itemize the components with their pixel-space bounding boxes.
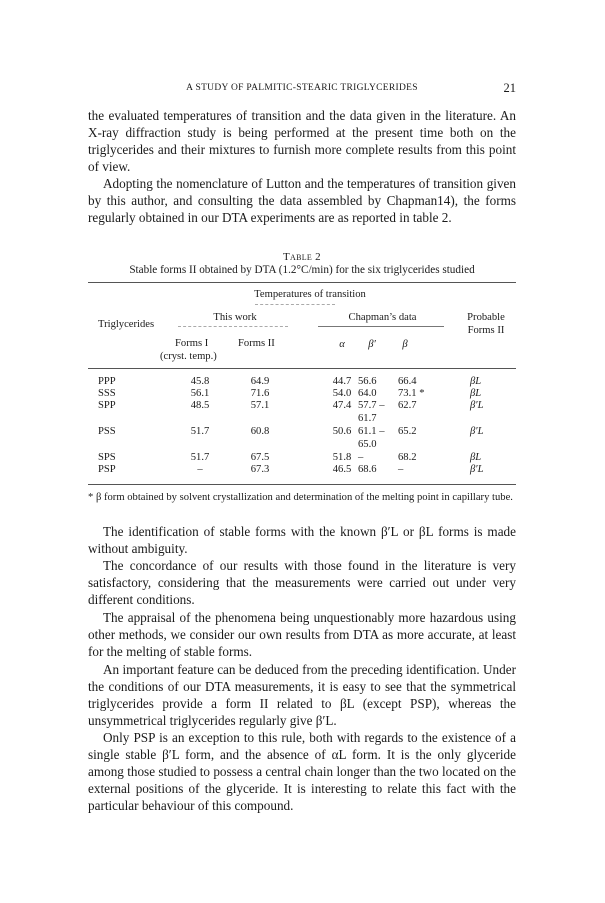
cell-beta: – bbox=[398, 464, 404, 475]
cell-probable-form: βL bbox=[470, 388, 482, 399]
cell-beta-prime: 64.0 bbox=[358, 388, 377, 399]
cell-alpha: 54.0 bbox=[332, 388, 352, 399]
cell-forms-ii: 67.3 bbox=[250, 464, 270, 475]
cell-forms-ii: 64.9 bbox=[250, 376, 270, 387]
table-row bbox=[0, 399, 605, 424]
sub-alpha: α bbox=[339, 339, 345, 350]
sub-forms-i: Forms I bbox=[175, 338, 209, 349]
cell-probable-form: β′L bbox=[470, 426, 484, 437]
sub-forms-ii: Forms II bbox=[238, 338, 275, 349]
table-row bbox=[0, 425, 605, 450]
cell-triglyceride: SPP bbox=[98, 400, 116, 411]
cell-forms-i: 51.7 bbox=[190, 426, 210, 437]
cell-alpha: 44.7 bbox=[332, 376, 352, 387]
sub-beta: β bbox=[402, 339, 408, 350]
cell-beta-prime: 68.6 bbox=[358, 464, 377, 475]
col-this-work: This work bbox=[213, 312, 257, 323]
cell-beta-prime: 56.6 bbox=[358, 376, 377, 387]
cell-forms-i: 48.5 bbox=[190, 400, 210, 411]
paragraph-7: Only PSP is an exception to this rule, both with regards to the existence of a single stable β′L form, and the absence of αL form. It is the only glyceride among those studied to possess a central chain longer than the two located on the external positions of the glyceride. It is interesting to relate this fact with the particular behaviour of this compound. bbox=[88, 730, 516, 814]
paragraph-1: the evaluated temperatures of transition and the data given in the literature. An X-ray diffraction study is being performed at the present time both on the triglycerides and their mixtures to furnish more complete results from this point of view. bbox=[88, 108, 516, 175]
cell-beta-prime-continued: 65.0 bbox=[358, 439, 377, 450]
cell-triglyceride: PSP bbox=[98, 464, 116, 475]
table-label: Table 2 bbox=[283, 251, 321, 263]
table-top-rule bbox=[88, 282, 516, 283]
cell-triglyceride: PSS bbox=[98, 426, 116, 437]
cell-probable-form: βL bbox=[470, 376, 482, 387]
cell-alpha: 50.6 bbox=[332, 426, 352, 437]
cell-triglyceride: SPS bbox=[98, 452, 116, 463]
this-work-underline bbox=[178, 326, 288, 327]
cell-forms-i: 45.8 bbox=[190, 376, 210, 387]
paragraph-5: The appraisal of the phenomena being unquestionably more hazardous using other methods, we consider our own results from DTA as more accurate, at least for the melting of stable forms. bbox=[88, 610, 516, 660]
col-probable-line1: Probable bbox=[467, 312, 505, 323]
running-title: A STUDY OF PALMITIC-STEARIC TRIGLYCERIDES bbox=[186, 83, 418, 93]
cell-forms-ii: 57.1 bbox=[250, 400, 270, 411]
paragraph-4: The concordance of our results with those found in the literature is very satisfactory, considering that the measurements were carried out under very different conditions. bbox=[88, 558, 516, 608]
cell-beta-prime: – bbox=[358, 452, 364, 463]
cell-forms-ii: 71.6 bbox=[250, 388, 270, 399]
col-chapman: Chapman’s data bbox=[348, 312, 417, 323]
cell-triglyceride: PPP bbox=[98, 376, 116, 387]
table-row bbox=[0, 463, 605, 476]
cell-beta: 62.7 bbox=[398, 400, 417, 411]
col-probable-line2: Forms II bbox=[467, 325, 505, 336]
paragraph-6: An important feature can be deduced from the preceding identification. Under the conditions of our DTA measurements, it is easy to see that the symmetrical triglycerides provide a form II related to βL (except PSP), whereas the unsymmetrical triglycerides regularly give β′L. bbox=[88, 662, 516, 729]
chapman-underline bbox=[318, 326, 444, 327]
cell-forms-i: 51.7 bbox=[190, 452, 210, 463]
cell-probable-form: β′L bbox=[470, 400, 484, 411]
cell-forms-ii: 60.8 bbox=[250, 426, 270, 437]
col-triglycerides: Triglycerides bbox=[98, 319, 155, 330]
sub-beta-prime: β′ bbox=[368, 339, 376, 350]
cell-probable-form: βL bbox=[470, 452, 482, 463]
cell-beta-prime: 57.7 – bbox=[358, 400, 385, 411]
table-bottom-rule bbox=[88, 484, 516, 485]
cell-beta-prime: 61.1 – bbox=[358, 426, 385, 437]
header-group-underline bbox=[255, 304, 335, 305]
cell-alpha: 47.4 bbox=[332, 400, 352, 411]
cell-probable-form: β′L bbox=[470, 464, 484, 475]
cell-alpha: 46.5 bbox=[332, 464, 352, 475]
paragraph-2-text: Adopting the nomenclature of Lutton and the temperatures of transition given by this author, and consulting the data assembled by Chapman14), the forms regularly obtained in our DTA experiments are as reported in table 2. bbox=[88, 176, 516, 226]
table-header-group: Temperatures of transition bbox=[254, 289, 366, 300]
table-caption: Stable forms II obtained by DTA (1.2°C/min) for the six triglycerides studied bbox=[129, 264, 475, 276]
cell-forms-ii: 67.5 bbox=[250, 452, 270, 463]
paragraph-3: The identification of stable forms with the known β′L or βL forms is made without ambiguity. bbox=[88, 524, 516, 557]
cell-beta-prime-continued: 61.7 bbox=[358, 413, 377, 424]
table-header-rule bbox=[88, 368, 516, 369]
sub-cryst-temp: (cryst. temp.) bbox=[160, 351, 217, 362]
cell-forms-i: 56.1 bbox=[190, 388, 210, 399]
table-footnote: * β form obtained by solvent crystallization and determination of the melting point in capillary tube. bbox=[88, 492, 513, 503]
cell-beta: 73.1 * bbox=[398, 388, 425, 399]
cell-forms-i: – bbox=[197, 464, 203, 475]
cell-beta: 68.2 bbox=[398, 452, 417, 463]
cell-beta: 65.2 bbox=[398, 426, 417, 437]
cell-alpha: 51.8 bbox=[332, 452, 352, 463]
paragraph-2 bbox=[88, 175, 516, 226]
cell-triglyceride: SSS bbox=[98, 388, 116, 399]
page-number: 21 bbox=[503, 81, 516, 95]
cell-beta: 66.4 bbox=[398, 376, 417, 387]
